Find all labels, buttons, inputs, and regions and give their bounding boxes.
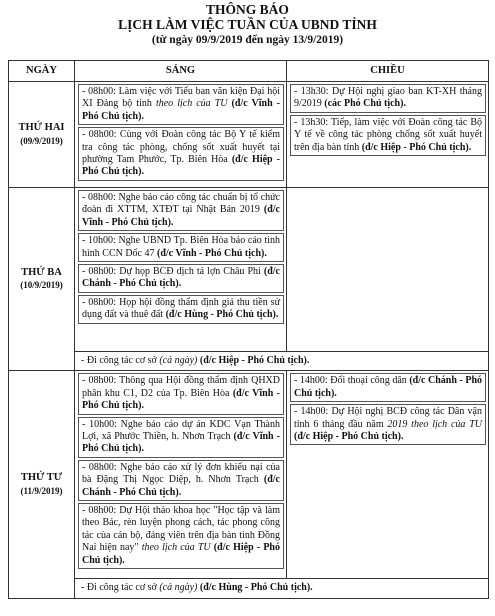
day-row-wednesday: [9, 371, 489, 579]
schedule-item: - 08h00: Họp hội đồng thẩm định giá thu tiền sử dụng đất và thuê đất (đ/c Hùng - Phó Chủ tịch).: [78, 295, 284, 324]
day-cell: [9, 82, 75, 188]
afternoon-cell: [287, 371, 489, 579]
day-row-wednesday-extra: [9, 579, 489, 598]
day-row-tuesday: [9, 188, 489, 352]
schedule-item: - 10h00: Nghe báo cáo dự án KDC Vạn Thành Lợi, xã Phước Thiền, h. Nhơn Trạch (đ/c Vĩnh - Phó Chủ tịch).: [78, 417, 284, 458]
schedule-item: - 08h00: Làm việc với Tiểu ban văn kiện Đại hội XI Đảng bộ tỉnh theo lịch của TU (đ/c Vĩnh - Phó Chủ tịch).: [78, 84, 284, 125]
schedule-item: - 14h00: Đối thoại công dân (đ/c Chánh - Phó Chủ tịch).: [290, 373, 486, 402]
morning-cell: [75, 188, 287, 352]
day-name: THỨ BA: [21, 266, 62, 278]
schedule-table: [8, 60, 489, 599]
schedule-item: - 10h00: Nghe UBND Tp. Biên Hòa báo cáo tình hình CCN Dốc 47 (đ/c Vĩnh - Phó Chủ tịch).: [78, 233, 284, 262]
schedule-title: LỊCH LÀM VIỆC TUẦN CỦA UBND TỈNH: [118, 17, 377, 32]
schedule-item: - 08h00: Nghe báo cáo xử lý đơn khiếu nại của bà Đặng Thị Ngọc Diệp, h. Nhơn Trạch (đ/c Chánh - Phó Chủ tịch).: [78, 460, 284, 501]
morning-cell: [75, 371, 287, 579]
afternoon-cell: [287, 82, 489, 188]
schedule-item: - 13h30: Dự Hội nghị giao ban KT-XH tháng 9/2019 (các Phó Chủ tịch).: [290, 84, 486, 113]
day-date: (10/9/2019): [20, 280, 63, 291]
all-day-cell: [75, 579, 489, 598]
all-day-item: - Đi công tác cơ sở (cả ngày) (đ/c Hiệp - Phó Chủ tịch).: [81, 355, 310, 366]
all-day-item: - Đi công tác cơ sở (cả ngày) (đ/c Hùng - Phó Chủ tịch).: [81, 582, 313, 594]
schedule-item: - 08h00: Nghe báo cáo công tác chuẩn bị tổ chức đoàn đi XTTM, XTĐT tại Nhật Bản 2019 (đ/c Vĩnh - Phó Chủ tịch).: [78, 190, 284, 231]
column-header-afternoon: CHIỀU: [287, 61, 489, 82]
day-date: (09/9/2019): [20, 135, 63, 146]
all-day-cell: [75, 352, 489, 371]
day-row-monday: [9, 82, 489, 188]
schedule-item: - 14h00: Dự Hội nghị BCĐ công tác Dân vận tỉnh 6 tháng đầu năm 2019 theo lịch của TU (đ/c Hiệp - Phó Chủ tịch).: [290, 404, 486, 445]
notice-title: THÔNG BÁO: [206, 2, 289, 17]
day-row-tuesday-extra: [9, 352, 489, 371]
schedule-item: - 08h00: Dự họp BCĐ dịch tả lợn Châu Phi (đ/c Chánh - Phó Chủ tịch).: [78, 264, 284, 293]
schedule-item: - 08h00: Dự Hội thảo khoa học "Học tập và làm theo Bác, rèn luyện phong cách, tác phong công tác của cán bộ, đảng viên trên địa bàn tỉnh Đồng Nai hiện nay" theo lịch của TU (đ/c Hiệp - Phó Chủ tịch).: [78, 503, 284, 569]
day-cell: [9, 371, 75, 598]
day-name: THỨ TƯ: [20, 472, 63, 484]
day-cell: [9, 188, 75, 371]
table-header-row: [9, 61, 489, 82]
column-header-day: NGÀY: [9, 61, 75, 82]
morning-cell: [75, 82, 287, 188]
afternoon-cell: [287, 188, 489, 352]
column-header-morning: SÁNG: [75, 61, 287, 82]
day-name: THỨ HAI: [18, 122, 65, 134]
schedule-item: - 08h00: Cùng với Đoàn công tác Bộ Y tế kiểm tra công tác phòng, chống sốt xuất huyết tại phường Tam Phước, Tp. Biên Hòa (đ/c Hiệp - Phó Chủ tịch).: [78, 127, 284, 181]
schedule-item: - 08h00: Thông qua Hội đồng thẩm định QHXD phân khu C1, D2 của Tp. Biên Hòa (đ/c Vĩnh - Phó Chủ tịch).: [78, 373, 284, 414]
schedule-item: - 13h30: Tiếp, làm việc với Đoàn công tác Bộ Y tế về công tác phòng chống sốt xuất huyết trên địa bàn tỉnh (đ/c Hiệp - Phó Chủ tịch).: [290, 115, 486, 156]
day-date: (11/9/2019): [20, 485, 63, 496]
date-range: (từ ngày 09/9/2019 đến ngày 13/9/2019): [151, 34, 344, 46]
